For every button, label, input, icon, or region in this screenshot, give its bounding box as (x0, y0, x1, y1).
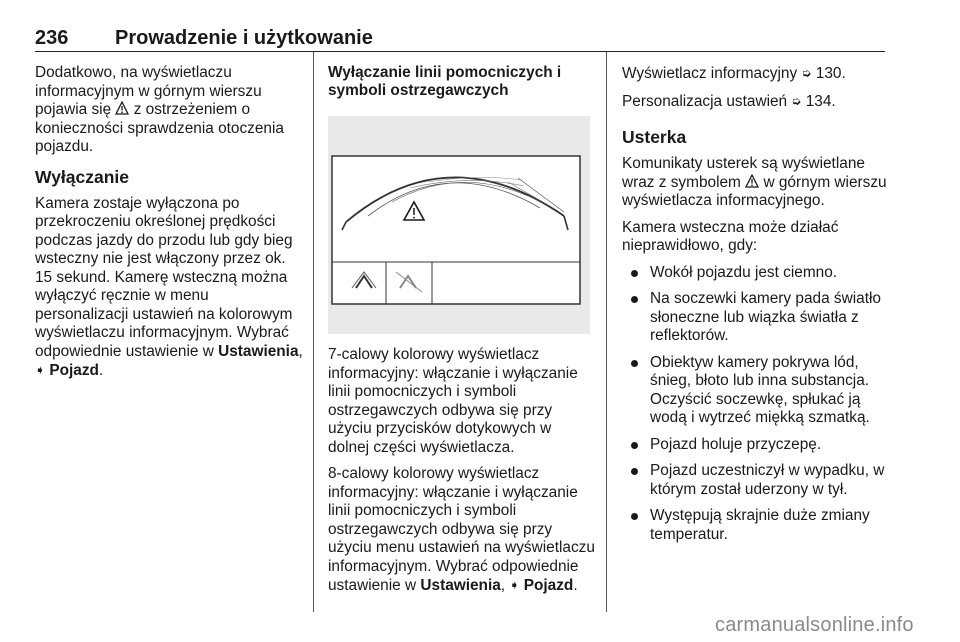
page-title: Prowadzenie i użytkowanie (115, 27, 373, 49)
column-right (622, 64, 890, 552)
bullet-icon (631, 442, 638, 449)
watermark-text: carmanualsonline.info (715, 614, 914, 636)
camera-display-illustration (328, 116, 590, 334)
column-left (35, 64, 303, 389)
paragraph: Dodatkowo, na wyświetlaczu informacyjnym w górnym wierszu pojawia się z ostrzeżeniem o konieczności sprawdzenia otoczenia pojazdu. (35, 64, 284, 155)
bullet-icon (631, 468, 638, 475)
page-ref-arrow-icon: ➭ (791, 93, 802, 108)
list-item: Występują skrajnie duże zmiany temperatur. (622, 507, 890, 544)
paragraph: Kamera zostaje wyłączona po przekroczeniu określonej prędkości podczas jazdy do przodu lub gdy bieg wsteczny nie jest włączony przez ok. 15 sekund. Kamerę wsteczną można wyłączyć ręcznie w menu personalizacji ustawień na kolorowym wyświetlaczu informacyjnym. Wybrać odpowiednie ustawienie w Ustawienia, ➧ Pojazd. (35, 194, 303, 379)
page-header (35, 27, 885, 52)
bullet-icon (631, 270, 638, 277)
column-middle (328, 64, 596, 604)
page-ref-arrow-icon: ➭ (801, 66, 812, 80)
paragraph: Komunikaty usterek są wyświetlane wraz z symbolem w górnym wierszu wyświetlacza informacyjnego. (622, 155, 887, 209)
column-divider (606, 52, 607, 612)
bullet-icon (631, 513, 638, 520)
cross-reference: Personalizacja ustawień ➭ 134. (622, 92, 836, 110)
menu-arrow-icon: ➧ (509, 578, 520, 592)
list-item: Wokół pojazdu jest ciemno. (622, 264, 890, 283)
paragraph: 7-calowy kolorowy wyświetlacz informacyjny: włączanie i wyłączanie linii pomocniczych i symboli ostrzegawczych odbywa się przy użyciu przycisków dotykowych w dolnej części wyświetlacza. (328, 346, 578, 456)
list-item: Obiektyw kamery pokrywa lód, śnieg, błoto lub inna substancja. Oczyścić soczewkę, spłukać ją wodą i wytrzeć miękką szmatką. (622, 354, 890, 428)
bullet-icon (631, 360, 638, 367)
list-item: Pojazd holuje przyczepę. (622, 436, 890, 455)
bullet-list (622, 264, 890, 545)
list-item: Na soczewki kamery pada światło słoneczne lub wiązka światła z reflektorów. (622, 290, 890, 346)
cross-reference: Wyświetlacz informacyjny ➭ 130. (622, 65, 846, 82)
page-number: 236 (35, 27, 69, 49)
section-heading: Wyłączanie (35, 166, 130, 187)
warning-triangle-icon (115, 101, 129, 115)
column-divider (313, 52, 314, 612)
paragraph: 8-calowy kolorowy wyświetlacz informacyjny: włączanie i wyłączanie linii pomocniczych i symboli ostrzegawczych odbywa się przy użyciu menu ustawień na wyświetlaczu informacyjnym. Wybrać odpowiednie ustawienie w Ustawienia, ➧ Pojazd. (328, 465, 595, 594)
section-heading: Wyłączanie linii pomocniczych i symboli ostrzegawczych (328, 64, 562, 99)
list-item: Pojazd uczestniczył w wypadku, w którym został uderzony w tył. (622, 462, 890, 499)
paragraph: Kamera wsteczna może działać nieprawidłowo, gdy: (622, 218, 839, 254)
section-heading: Usterka (622, 127, 687, 147)
menu-arrow-icon: ➧ (35, 363, 46, 377)
bullet-icon (631, 296, 638, 303)
warning-triangle-icon (745, 174, 759, 188)
